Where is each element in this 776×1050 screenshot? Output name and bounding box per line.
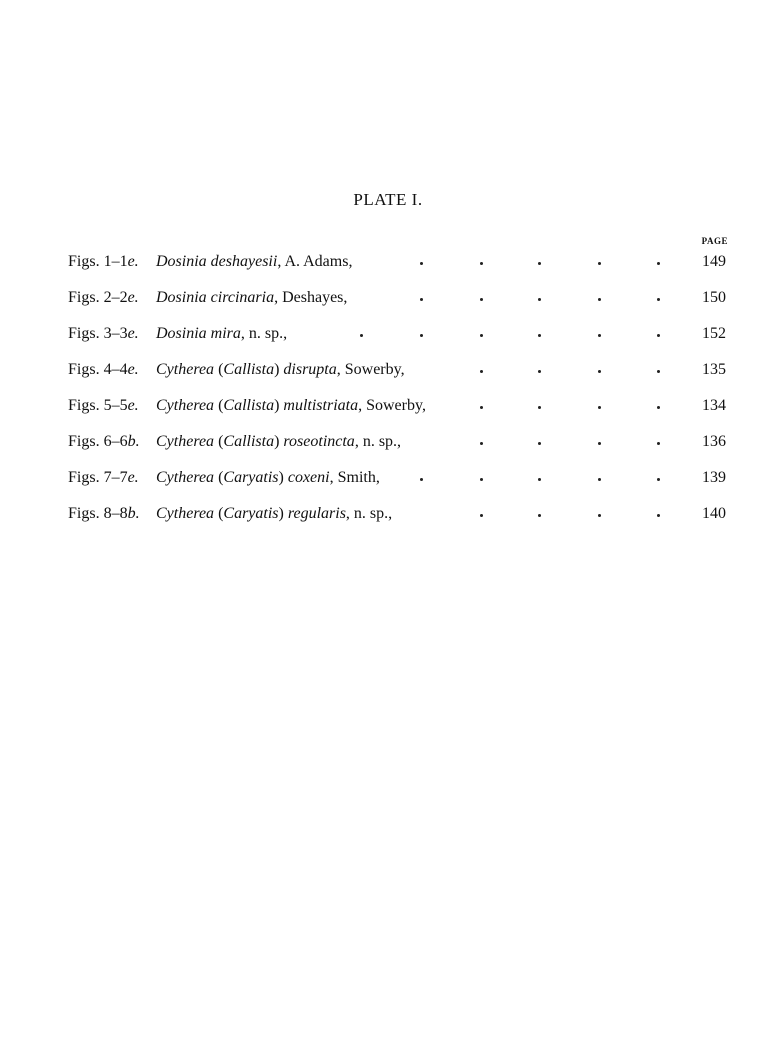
- page-number: 135: [702, 361, 726, 378]
- plate-entry: [0, 466, 776, 502]
- leader-dot: [360, 334, 363, 337]
- species-name: Dosinia circinaria, Deshayes,: [156, 289, 348, 306]
- species-author: Sowerby,: [344, 361, 405, 378]
- dot-leader: [0, 434, 776, 454]
- plate-entry: [0, 286, 776, 322]
- species-name: Dosinia deshayesii, A. Adams,: [156, 253, 353, 270]
- figure-range-suffix: e.: [127, 325, 139, 342]
- leader-dot: [538, 262, 541, 265]
- leader-dot: [657, 442, 660, 445]
- leader-dot: [480, 334, 483, 337]
- genus-name: Cytherea: [156, 433, 215, 450]
- figure-range-text: Figs. 5–5: [68, 397, 128, 414]
- figure-range-text: Figs. 8–8: [68, 505, 128, 522]
- genus-name: Dosinia: [156, 325, 207, 342]
- species-epithet: multistriata: [283, 397, 359, 414]
- leader-dot: [538, 478, 541, 481]
- page-number: 139: [702, 469, 726, 486]
- species-author: n. sp.,: [353, 505, 393, 522]
- dot-leader: [0, 290, 776, 310]
- leader-dot: [598, 406, 601, 409]
- page-number: 136: [702, 433, 726, 450]
- species-epithet: deshayesii: [210, 253, 278, 270]
- leader-dot: [480, 262, 483, 265]
- leader-dot: [480, 514, 483, 517]
- plate-entries-list: [0, 250, 776, 538]
- plate-entry: [0, 394, 776, 430]
- figure-range-text: Figs. 3–3: [68, 325, 128, 342]
- species-name: Cytherea (Callista) multistriata, Sowerby,: [156, 397, 426, 414]
- leader-dot: [657, 478, 660, 481]
- genus-name: Cytherea: [156, 361, 215, 378]
- leader-dot: [480, 442, 483, 445]
- page-number: 152: [702, 325, 726, 342]
- figure-range-suffix: b.: [127, 505, 140, 522]
- leader-dot: [538, 370, 541, 373]
- leader-dot: [538, 514, 541, 517]
- genus-name: Cytherea: [156, 469, 215, 486]
- species-epithet: roseotincta: [283, 433, 355, 450]
- leader-dot: [598, 370, 601, 373]
- leader-dot: [598, 262, 601, 265]
- species-epithet: coxeni: [287, 469, 330, 486]
- species-author: n. sp.,: [248, 325, 288, 342]
- species-name: Cytherea (Callista) roseotincta, n. sp.,: [156, 433, 402, 450]
- species-name: Dosinia mira, n. sp.,: [156, 325, 288, 342]
- figure-range-text: Figs. 4–4: [68, 361, 128, 378]
- dot-leader: [0, 254, 776, 274]
- dot-leader: [0, 326, 776, 346]
- subgenus-name: Caryatis: [223, 469, 279, 486]
- species-author: Smith,: [337, 469, 380, 486]
- subgenus-name: Caryatis: [223, 505, 279, 522]
- plate-entry: [0, 502, 776, 538]
- species-epithet: disrupta: [283, 361, 337, 378]
- species-author: n. sp.,: [362, 433, 402, 450]
- genus-name: Dosinia: [156, 253, 207, 270]
- leader-dot: [657, 406, 660, 409]
- leader-dot: [598, 298, 601, 301]
- genus-name: Cytherea: [156, 397, 215, 414]
- figure-range-text: Figs. 2–2: [68, 289, 128, 306]
- leader-dot: [480, 406, 483, 409]
- plate-entry: [0, 250, 776, 286]
- leader-dot: [657, 334, 660, 337]
- leader-dot: [420, 298, 423, 301]
- plate-entry: [0, 430, 776, 466]
- species-name: Cytherea (Callista) disrupta, Sowerby,: [156, 361, 405, 378]
- subgenus-name: Callista: [223, 397, 275, 414]
- figure-range-text: Figs. 7–7: [68, 469, 128, 486]
- subgenus-name: Callista: [223, 361, 275, 378]
- leader-dot: [420, 478, 423, 481]
- leader-dot: [420, 262, 423, 265]
- dot-leader: [0, 398, 776, 418]
- leader-dot: [657, 514, 660, 517]
- leader-dot: [480, 370, 483, 373]
- species-name: Cytherea (Caryatis) regularis, n. sp.,: [156, 505, 393, 522]
- dot-leader: [0, 470, 776, 490]
- species-author: Deshayes,: [282, 289, 348, 306]
- leader-dot: [657, 262, 660, 265]
- figure-range-suffix: e.: [127, 361, 139, 378]
- leader-dot: [538, 298, 541, 301]
- leader-dot: [420, 334, 423, 337]
- figure-range-suffix: b.: [127, 433, 140, 450]
- figure-range-suffix: e.: [127, 397, 139, 414]
- plate-title: PLATE I.: [353, 190, 423, 209]
- species-epithet: circinaria: [210, 289, 275, 306]
- species-author: Sowerby,: [366, 397, 426, 414]
- page-number: 149: [702, 253, 726, 270]
- figure-range-text: Figs. 6–6: [68, 433, 128, 450]
- page-column-header: PAGE: [701, 236, 728, 246]
- species-author: A. Adams,: [284, 253, 353, 270]
- leader-dot: [538, 334, 541, 337]
- plate-entry: [0, 358, 776, 394]
- leader-dot: [538, 406, 541, 409]
- leader-dot: [598, 442, 601, 445]
- genus-name: Cytherea: [156, 505, 215, 522]
- page-number: 140: [702, 505, 726, 522]
- leader-dot: [598, 334, 601, 337]
- species-epithet: regularis: [287, 505, 346, 522]
- genus-name: Dosinia: [156, 289, 207, 306]
- figure-range-text: Figs. 1–1: [68, 253, 128, 270]
- leader-dot: [657, 298, 660, 301]
- subgenus-name: Callista: [223, 433, 275, 450]
- dot-leader: [0, 506, 776, 526]
- leader-dot: [598, 514, 601, 517]
- leader-dot: [657, 370, 660, 373]
- figure-range-suffix: e.: [127, 469, 139, 486]
- dot-leader: [0, 362, 776, 382]
- leader-dot: [480, 478, 483, 481]
- leader-dot: [480, 298, 483, 301]
- page-number: 134: [702, 397, 726, 414]
- page-number: 150: [702, 289, 726, 306]
- leader-dot: [598, 478, 601, 481]
- species-epithet: mira: [210, 325, 241, 342]
- figure-range-suffix: e.: [127, 289, 139, 306]
- leader-dot: [538, 442, 541, 445]
- figure-range-suffix: e.: [127, 253, 139, 270]
- species-name: Cytherea (Caryatis) coxeni, Smith,: [156, 469, 380, 486]
- plate-entry: [0, 322, 776, 358]
